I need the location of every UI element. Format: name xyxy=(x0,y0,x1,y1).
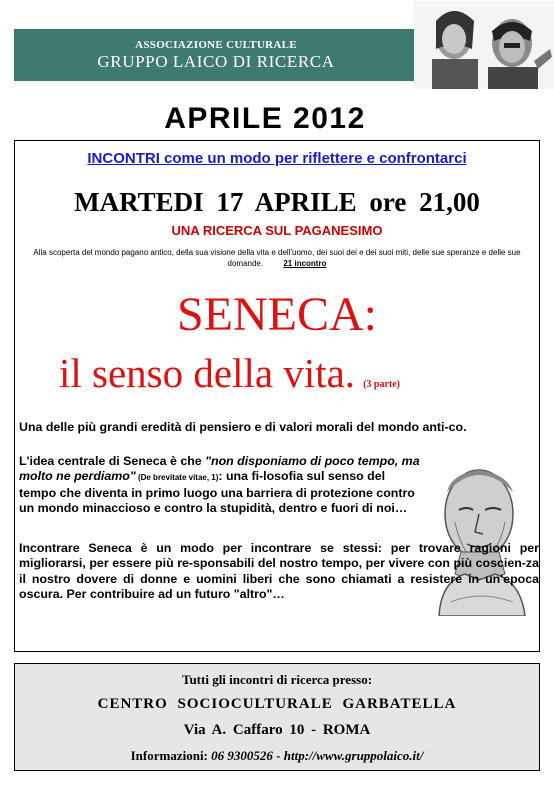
event-box xyxy=(14,140,540,652)
intro-paragraph: Una delle più grandi eredità di pensiero e di valori morali del mondo anti-co. xyxy=(19,420,467,434)
conclusion-paragraph: Incontrare Seneca è un modo per incontrare se stessi: per trovare ragioni per migliorarsi, per essere più re-sponsabili del nostro tempo, per vivere con più coscien-za il nostro dovere di donne e uomini liberi che sono chiamati a resistere in un'epoca oscura. Per contribuire ad un futuro "altro"… xyxy=(19,541,539,602)
series-description xyxy=(19,247,535,269)
idea-text-b: : una fi-losofia sul senso del tempo che diventa in primo luogo una barriera di protezione contro un mondo minaccioso e contro la stupidità, dentro e fuori di noi… xyxy=(19,469,415,516)
idea-paragraph xyxy=(19,454,423,517)
event-subtitle: INCONTRI come un modo per riflettere e confrontarci xyxy=(87,150,467,167)
series-description-text: Alla scoperta del mondo pagano antico, della sua visione della vita e dell'uomo, dei suoi dei e dei suoi miti, delle sue speranze e delle sue domande. xyxy=(33,248,521,268)
venue-address: Via A. Caffaro 10 - ROMA xyxy=(183,722,371,738)
association-label: ASSOCIAZIONE CULTURALE xyxy=(135,39,297,51)
quote-reference: (De brevitate vitae, 1) xyxy=(135,473,219,483)
part-label: (3 parte) xyxy=(363,379,400,390)
idea-text-a: L'idea centrale di Seneca è che xyxy=(19,454,206,468)
info-separator: - xyxy=(276,748,284,763)
venue-name: CENTRO SOCIOCULTURALE GARBATELLA xyxy=(97,696,457,712)
info-phone: 06 9300526 xyxy=(211,748,277,763)
month-heading: APRILE 2012 xyxy=(164,102,366,135)
venue-box xyxy=(14,663,540,771)
contact-info xyxy=(15,748,539,764)
group-name: GRUPPO LAICO DI RICERCA xyxy=(97,52,335,71)
series-title: UNA RICERCA SUL PAGANESIMO xyxy=(171,223,383,238)
lecture-title-line2-text: il senso della vita. xyxy=(59,350,356,396)
event-date: MARTEDI 17 APRILE ore 21,00 xyxy=(74,187,480,217)
venue-intro: Tutti gli incontri di ricerca presso: xyxy=(181,672,373,687)
website-link[interactable]: http://www.gruppolaico.it/ xyxy=(283,748,424,763)
lecture-title-line2 xyxy=(59,349,529,409)
lecture-title-line1: SENECA: xyxy=(176,288,377,341)
meeting-number: 21 incontro xyxy=(283,259,327,268)
seneca-quote: "non disponiamo di poco tempo, ma molto ne perdiamo" xyxy=(19,454,420,484)
info-label: Informazioni: xyxy=(130,748,212,763)
portrait-photo-icon xyxy=(414,1,554,89)
header-banner xyxy=(14,29,418,81)
